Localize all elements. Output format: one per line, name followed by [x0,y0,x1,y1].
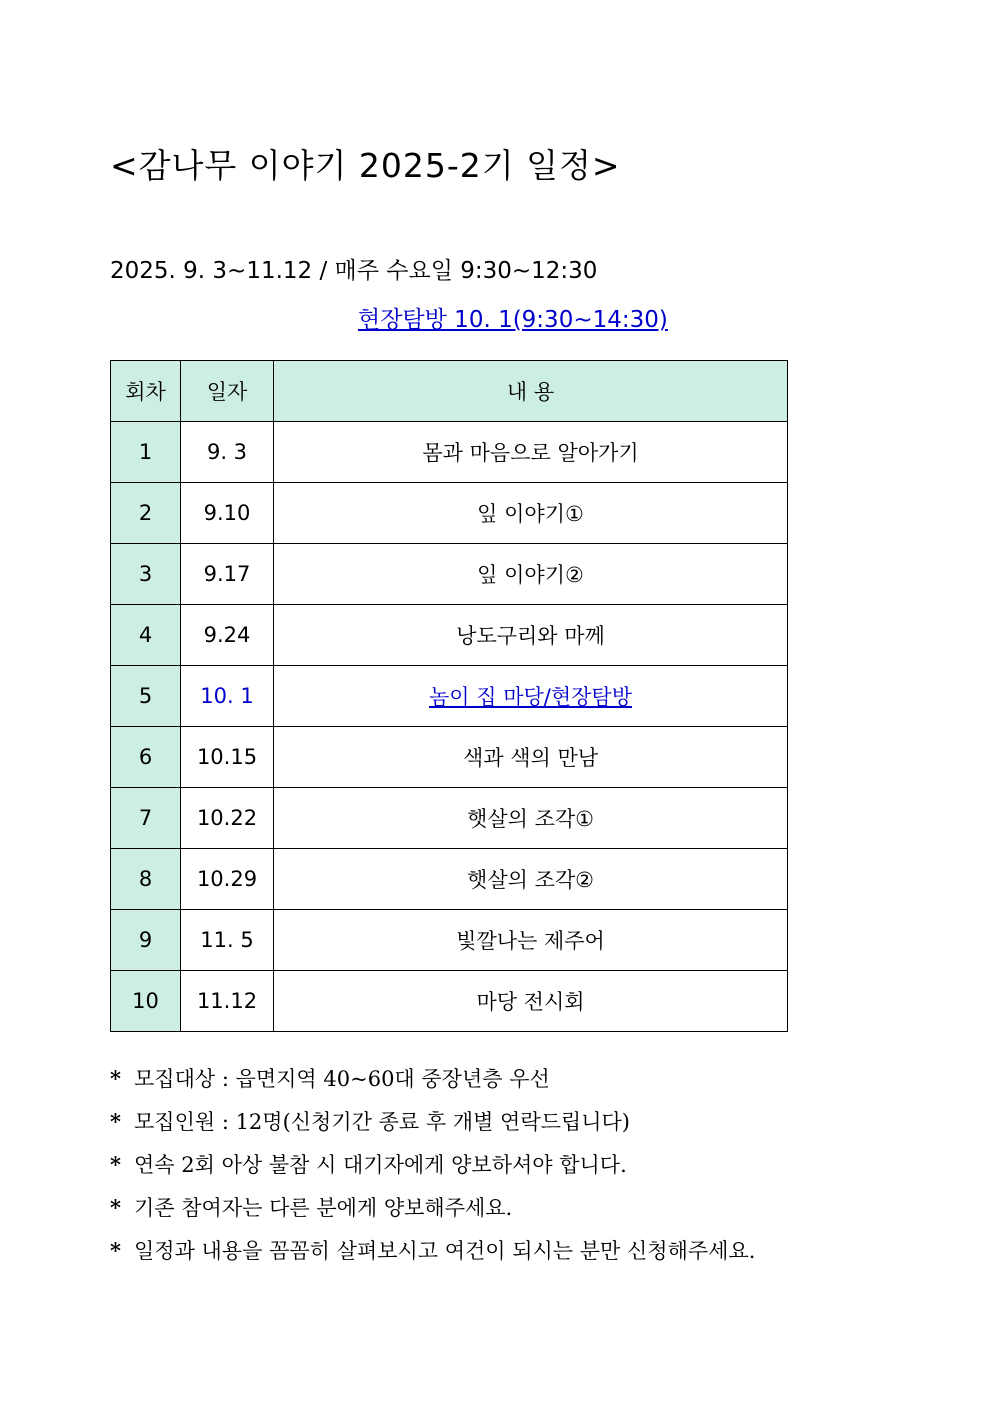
note-text: 일정과 내용을 꼼꼼히 살펴보시고 여건이 되시는 분만 신청해주세요. [134,1239,756,1263]
note-text: 모집대상 : 읍면지역 40~60대 중장년층 우선 [134,1067,550,1091]
session-number: 9 [111,910,181,971]
session-number: 7 [111,788,181,849]
session-date: 10.29 [181,849,274,910]
session-date: 10. 1 [181,666,274,727]
session-number: 1 [111,422,181,483]
table-row [111,483,788,544]
session-content: 색과 색의 만남 [274,727,788,788]
table-header-row [111,361,788,422]
session-date: 9.17 [181,544,274,605]
session-content: 햇살의 조각② [274,849,788,910]
note-bullet: * [110,1152,121,1177]
note-bullet: * [110,1066,121,1091]
program-table [110,360,788,1032]
note-item [110,1234,755,1277]
note-text: 기존 참여자는 다른 분에게 양보해주세요. [134,1196,513,1220]
note-item [110,1148,755,1191]
session-date: 9.24 [181,605,274,666]
note-bullet: * [110,1238,121,1263]
session-content: 잎 이야기② [274,544,788,605]
table-row [111,544,788,605]
session-date: 9. 3 [181,422,274,483]
header-session: 회차 [111,361,181,422]
session-number: 3 [111,544,181,605]
session-date: 10.15 [181,727,274,788]
schedule-line: 2025. 9. 3~11.12 / 매주 수요일 9:30~12:30 [110,258,598,284]
header-date: 일자 [181,361,274,422]
header-content: 내 용 [274,361,788,422]
note-text: 연속 2회 아상 불참 시 대기자에게 양보하셔야 합니다. [134,1153,627,1177]
session-date: 10.22 [181,788,274,849]
session-number: 4 [111,605,181,666]
note-item [110,1105,755,1148]
note-item [110,1191,755,1234]
session-number: 8 [111,849,181,910]
session-content: 잎 이야기① [274,483,788,544]
table-row [111,910,788,971]
session-number: 6 [111,727,181,788]
note-item [110,1062,755,1105]
note-bullet: * [110,1195,121,1220]
session-content: 놈이 집 마당/현장탐방 [429,685,632,709]
field-trip-line: 현장탐방 10. 1(9:30~14:30) [358,307,668,333]
table-row [111,727,788,788]
session-number: 2 [111,483,181,544]
session-number: 10 [111,971,181,1032]
session-date: 11. 5 [181,910,274,971]
session-content: 빛깔나는 제주어 [274,910,788,971]
notes-list [110,1062,755,1277]
table-row-highlighted [111,666,788,727]
table-row [111,971,788,1032]
session-date: 11.12 [181,971,274,1032]
note-bullet: * [110,1109,121,1134]
session-content: 몸과 마음으로 알아가기 [274,422,788,483]
page-title: <감나무 이야기 2025-2기 일정> [110,146,621,185]
table-row [111,422,788,483]
table-row [111,849,788,910]
session-content: 낭도구리와 마께 [274,605,788,666]
session-number: 5 [111,666,181,727]
session-content-cell [274,666,788,727]
table-row [111,605,788,666]
session-date: 9.10 [181,483,274,544]
table-row [111,788,788,849]
session-content: 마당 전시회 [274,971,788,1032]
session-content: 햇살의 조각① [274,788,788,849]
note-text: 모집인원 : 12명(신청기간 종료 후 개별 연락드립니다) [134,1110,630,1134]
